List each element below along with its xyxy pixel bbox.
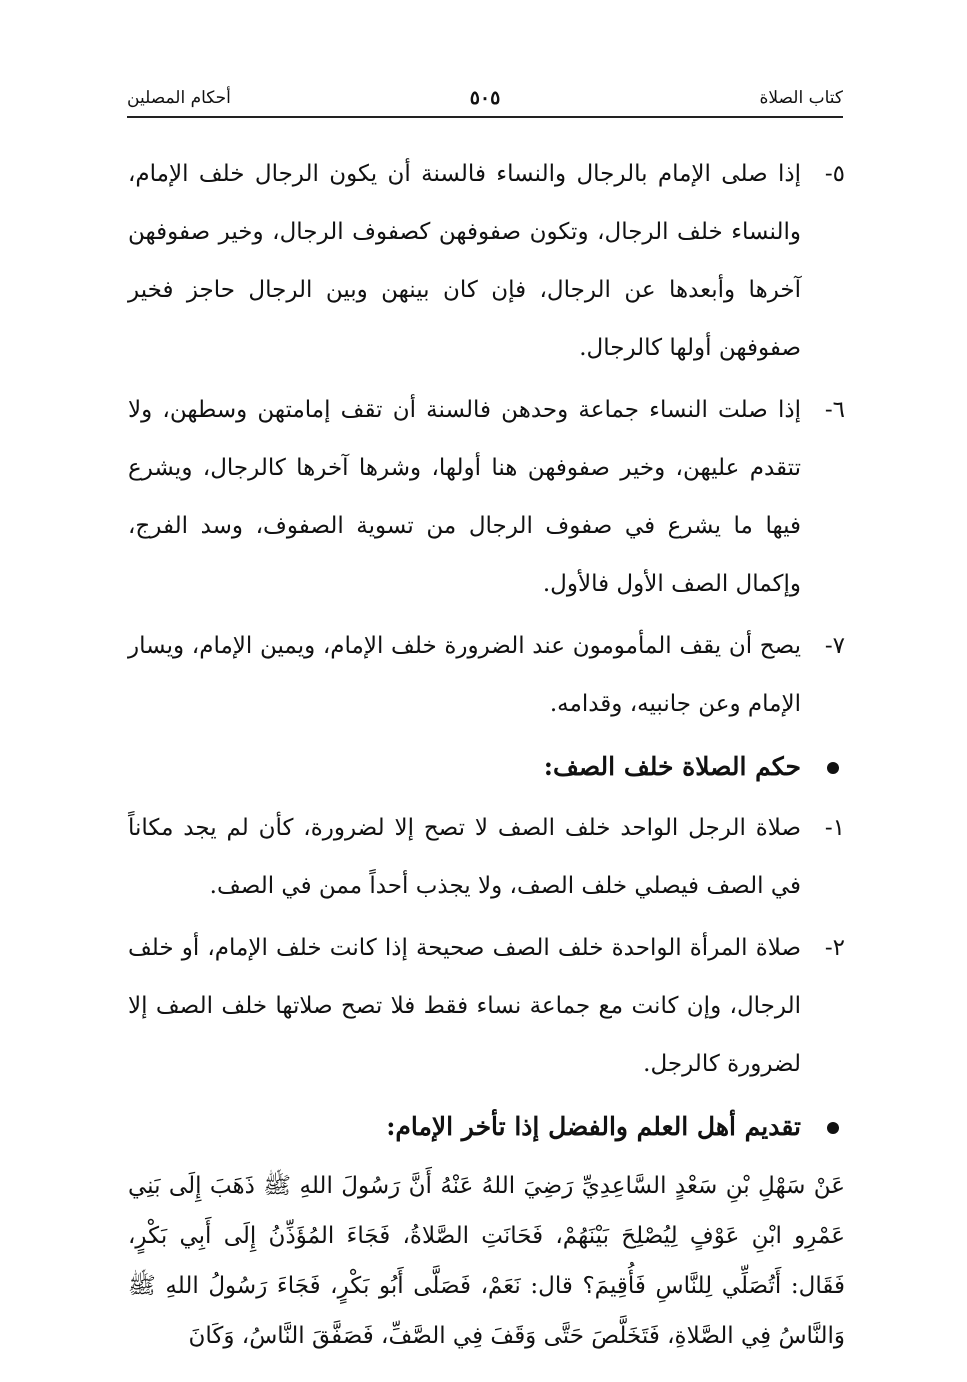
section-heading-prayer-behind-row bbox=[128, 737, 845, 797]
paragraph-text: صلاة المرأة الواحدة خلف الصف صحيحة إذا كانت خلف الإمام، أو خلف الرجال، وإن كانت مع جماعة نساء فقط فلا تصح صلاتها خلف الصف إلا لضرورة كالرجل. bbox=[128, 935, 801, 1077]
numbered-paragraph-7 bbox=[128, 617, 845, 733]
bullet-icon bbox=[827, 1122, 839, 1134]
chapter-title: أحكام المصلين bbox=[127, 88, 231, 108]
section-heading-advancing-scholars bbox=[128, 1097, 845, 1157]
numbered-paragraph-6 bbox=[128, 381, 845, 613]
paragraph-number: ٦- bbox=[824, 397, 845, 423]
paragraph-text: إذا صلت النساء جماعة وحدهن فالسنة أن تقف إمامتهن وسطهن، ولا تتقدم عليهن، وخير صفوفهن هنا أولها، وشرها آخرها كالرجال، ويشرع فيها ما يشرع في صفوف الرجال من تسوية الصفوف، وسد الفرج، وإكمال الصف الأول فالأول. bbox=[128, 397, 801, 597]
paragraph-text: إذا صلى الإمام بالرجال والنساء فالسنة أن يكون الرجال خلف الإمام، والنساء خلف الرجال، وتكون صفوفهن كصفوف الرجال، وخير صفوفهن آخرها وأبعدها عن الرجال، فإن كان بينهن وبين الرجال حاجز فخير صفوفهن أولها كالرجال. bbox=[128, 161, 801, 361]
running-header bbox=[127, 82, 843, 118]
paragraph-text: يصح أن يقف المأمومون عند الضرورة خلف الإمام، ويمين الإمام، ويسار الإمام وعن جانبيه، وقدامه. bbox=[128, 633, 801, 717]
paragraph-number: ٢- bbox=[824, 935, 845, 961]
section-title: حكم الصلاة خلف الصف: bbox=[543, 752, 801, 781]
paragraph-number: ١- bbox=[824, 815, 845, 841]
paragraph-number: ٧- bbox=[824, 633, 845, 659]
paragraph-text: صلاة الرجل الواحد خلف الصف لا تصح إلا لضرورة، كأن لم يجد مكاناً في الصف فيصلي خلف الصف، ولا يجذب أحداً ممن في الصف. bbox=[128, 815, 801, 899]
numbered-paragraph-2 bbox=[128, 919, 845, 1093]
paragraph-number: ٥- bbox=[824, 161, 845, 187]
page-body bbox=[128, 145, 845, 1361]
numbered-paragraph-5 bbox=[128, 145, 845, 377]
numbered-paragraph-1 bbox=[128, 799, 845, 915]
bullet-icon bbox=[827, 762, 839, 774]
book-title: كتاب الصلاة bbox=[759, 88, 843, 108]
page-number: ٥٠٥ bbox=[469, 87, 501, 109]
section-title: تقديم أهل العلم والفضل إذا تأخر الإمام: bbox=[386, 1112, 801, 1141]
hadith-text: عَنْ سَهْلِ بْنِ سَعْدٍ السَّاعِدِيِّ رَضِيَ اللهُ عَنْهُ أَنَّ رَسُولَ اللهِ ﷺ ذَهَبَ إِلَى بَنِي عَمْرِو ابْنِ عَوْفٍ لِيُصْلِحَ بَيْنَهُمْ، فَحَانَتِ الصَّلاةُ، فَجَاءَ المُؤَذِّنُ إِلَى أَبِي بَكْرٍ، فَقَال: أَتُصَلِّي لِلنَّاسِ فَأُقِيمَ؟ قال: نَعَمْ، فَصَلَّى أَبُو بَكْرٍ، فَجَاءَ رَسُولُ اللهِ ﷺ وَالنَّاسُ فِي الصَّلاةِ، فَتَخَلَّصَ حَتَّى وَقَفَ فِي الصَّفِّ، فَصَفَّقَ النَّاسُ، وَكَانَ bbox=[128, 1173, 845, 1349]
